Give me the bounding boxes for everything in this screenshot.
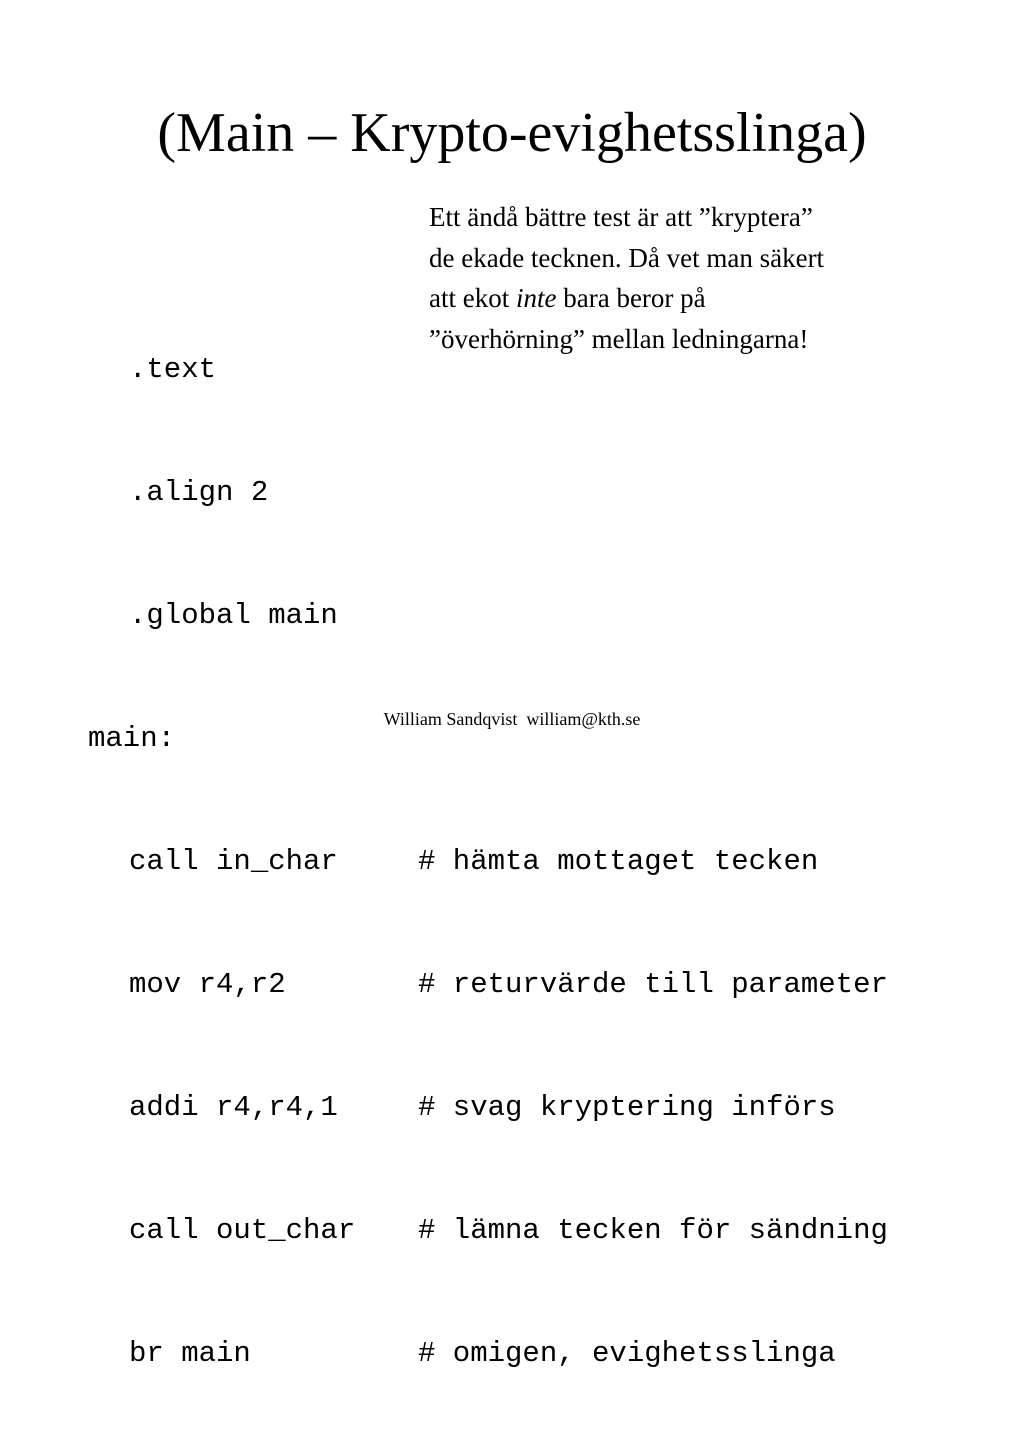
note-line-3-end: bara beror på bbox=[556, 283, 706, 313]
instruction-code: call in_char bbox=[129, 845, 338, 878]
instruction-comment: # svag kryptering införs bbox=[418, 1091, 836, 1124]
instruction-comment: # returvärde till parameter bbox=[418, 968, 888, 1001]
instruction-code: br main bbox=[129, 1337, 251, 1370]
assembly-code-block bbox=[88, 267, 888, 1456]
instruction-code: addi r4,r4,1 bbox=[129, 1091, 338, 1124]
code-directive bbox=[88, 595, 888, 636]
directive-text: .text bbox=[129, 353, 217, 386]
instruction-code: mov r4,r2 bbox=[129, 968, 286, 1001]
code-instruction bbox=[88, 1333, 888, 1374]
note-line-2: de ekade tecknen. Då vet man säkert bbox=[429, 242, 825, 273]
code-instruction bbox=[88, 841, 888, 882]
instruction-comment: # omigen, evighetsslinga bbox=[418, 1337, 836, 1370]
instruction-comment: # lämna tecken för sändning bbox=[418, 1214, 888, 1247]
directive-global: .global main bbox=[129, 599, 338, 632]
code-instruction bbox=[88, 1087, 888, 1128]
instruction-comment: # hämta mottaget tecken bbox=[418, 845, 819, 878]
slide-title: (Main – Krypto-evighetsslinga) bbox=[157, 102, 867, 164]
code-instruction bbox=[88, 964, 888, 1005]
code-directive bbox=[88, 349, 888, 390]
note-line-4: ”överhörning” mellan ledningarna! bbox=[429, 323, 809, 354]
directive-align: .align 2 bbox=[129, 476, 269, 509]
note-line-3-start: att ekot bbox=[429, 283, 516, 313]
slide-footer: William Sandqvist william@kth.se bbox=[383, 709, 641, 729]
note-emphasis: inte bbox=[515, 283, 557, 313]
code-instruction bbox=[88, 1210, 888, 1251]
code-directive bbox=[88, 472, 888, 513]
note-line-1: Ett ändå bättre test är att ”kryptera” bbox=[429, 202, 813, 232]
instruction-code: call out_char bbox=[129, 1214, 356, 1247]
code-label: main: bbox=[88, 722, 176, 755]
